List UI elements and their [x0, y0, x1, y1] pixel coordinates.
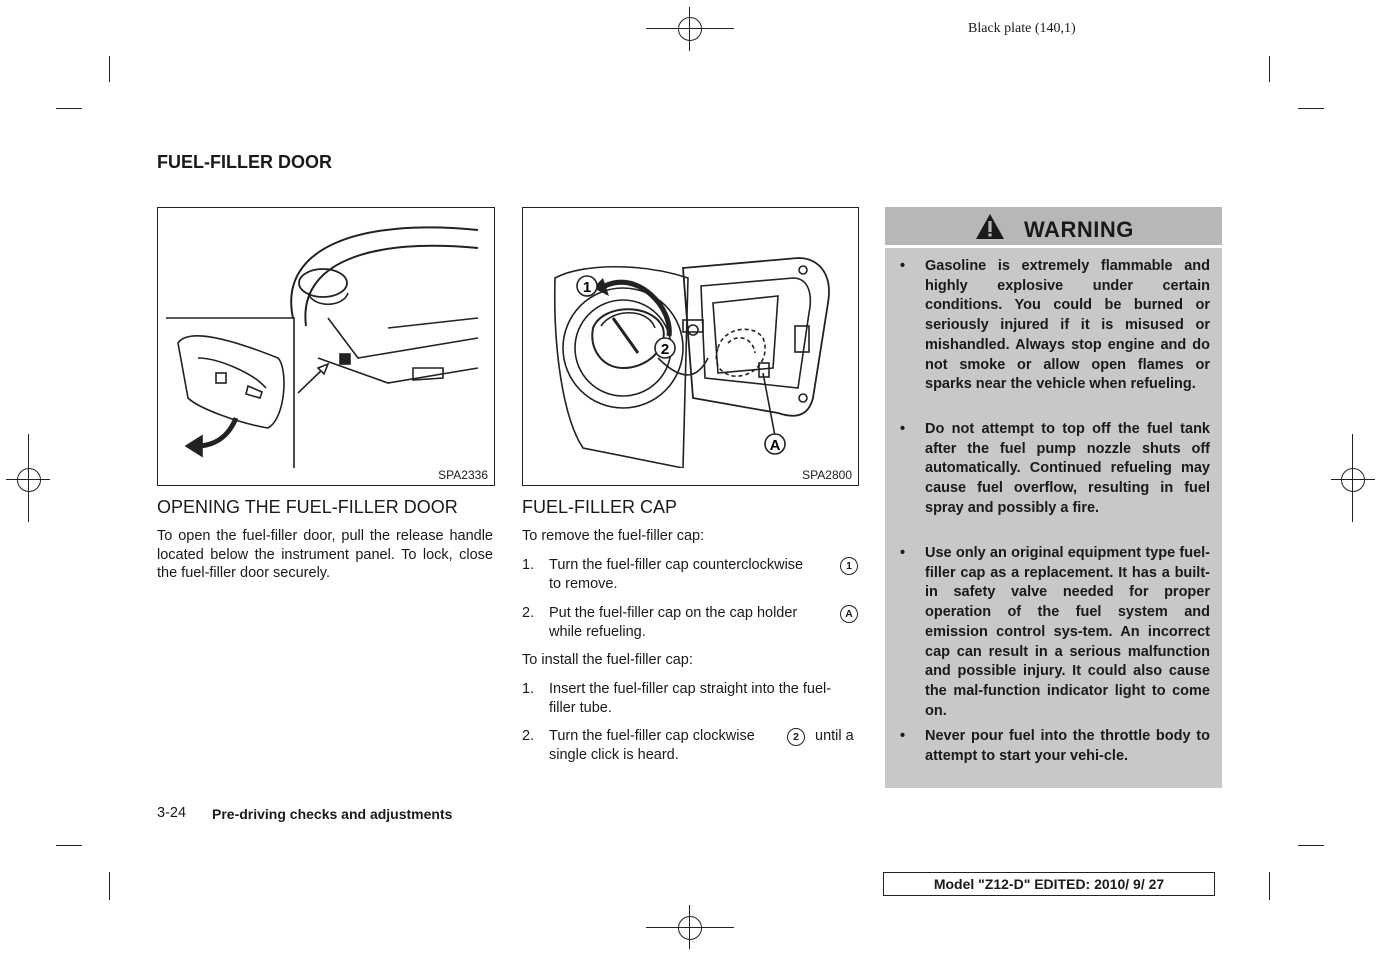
warning-box [885, 207, 1222, 788]
step-number: 1. [522, 681, 535, 697]
step-number: 2. [522, 605, 535, 621]
step-text-tail: until a [815, 728, 854, 744]
figure-fuel-cap [522, 207, 859, 486]
step-text-continued: while refueling. [549, 623, 646, 640]
step-callout-badge: 2 [787, 728, 805, 746]
step-text: Turn the fuel-filler cap clockwise [549, 728, 755, 744]
step-text: Put the fuel-filler cap on the cap holder [549, 605, 798, 621]
warning-triangle-icon [975, 213, 1005, 241]
model-edited-label: Model "Z12-D" EDITED: 2010/ 9/ 27 [883, 872, 1215, 896]
remove-step-1 [522, 556, 858, 596]
figure-code: SPA2336 [438, 468, 488, 482]
install-step-2 [522, 727, 858, 767]
warning-title: WARNING [1024, 217, 1134, 242]
page-number: 3-24 [157, 805, 187, 821]
opening-title: OPENING THE FUEL-FILLER DOOR [157, 497, 458, 517]
figure-release-handle [157, 207, 495, 486]
step-text: Turn the fuel-filler cap counterclockwise [549, 557, 804, 573]
plate-label: Black plate (140,1) [968, 21, 1076, 36]
warning-header [885, 207, 1222, 248]
warning-item: • Use only an original equipment type fuel-filler cap as a replacement. It has a built-in safety valve needed for proper operation of the fuel system and emission control sys-tem. An incorrect cap can result in a serious malfunction and possible injury. It could also cause the mal-function indicator light to come on. [925, 544, 1210, 721]
callout-a: A [769, 437, 781, 454]
step-text-continued: single click is heard. [549, 746, 679, 763]
warning-item: • Do not attempt to top off the fuel tank after the fuel pump nozzle shuts off automatically. Continued refueling may cause fuel overflow, resulting in fuel spray and possibly a fire. [925, 420, 1210, 519]
remove-step-2 [522, 604, 858, 644]
warning-item: • Gasoline is extremely flammable and highly explosive under certain conditions. You could be burned or seriously injured if it is misused or mishandled. Always stop engine and do not smoke or allow open flames or sparks near the vehicle when refueling. [925, 257, 1210, 395]
fuel-cap-illustration [523, 208, 858, 468]
warning-item: • Never pour fuel into the throttle body to attempt to start your vehi-cle. [925, 727, 1210, 766]
install-intro: To install the fuel-filler cap: [522, 652, 693, 668]
step-text: Insert the fuel-filler cap straight into the fuel- [549, 681, 832, 697]
callout-1: 1 [582, 279, 592, 296]
figure-code: SPA2800 [802, 468, 852, 482]
step-text-continued: filler tube. [549, 699, 612, 716]
opening-body: To open the fuel-filler door, pull the release handle located below the instrument panel. To lock, close the fuel-filler door securely. [157, 528, 493, 581]
section-title: FUEL-FILLER DOOR [157, 152, 332, 172]
cap-title: FUEL-FILLER CAP [522, 497, 678, 517]
chapter-title: Pre-driving checks and adjustments [212, 806, 453, 822]
step-number: 2. [522, 728, 535, 744]
release-handle-illustration [158, 208, 494, 468]
step-callout-badge: A [840, 605, 858, 623]
step-text-continued: to remove. [549, 575, 618, 592]
callout-2: 2 [660, 341, 670, 358]
step-number: 1. [522, 557, 535, 573]
install-step-1 [522, 680, 858, 720]
remove-intro: To remove the fuel-filler cap: [522, 528, 705, 544]
step-callout-badge: 1 [840, 557, 858, 575]
